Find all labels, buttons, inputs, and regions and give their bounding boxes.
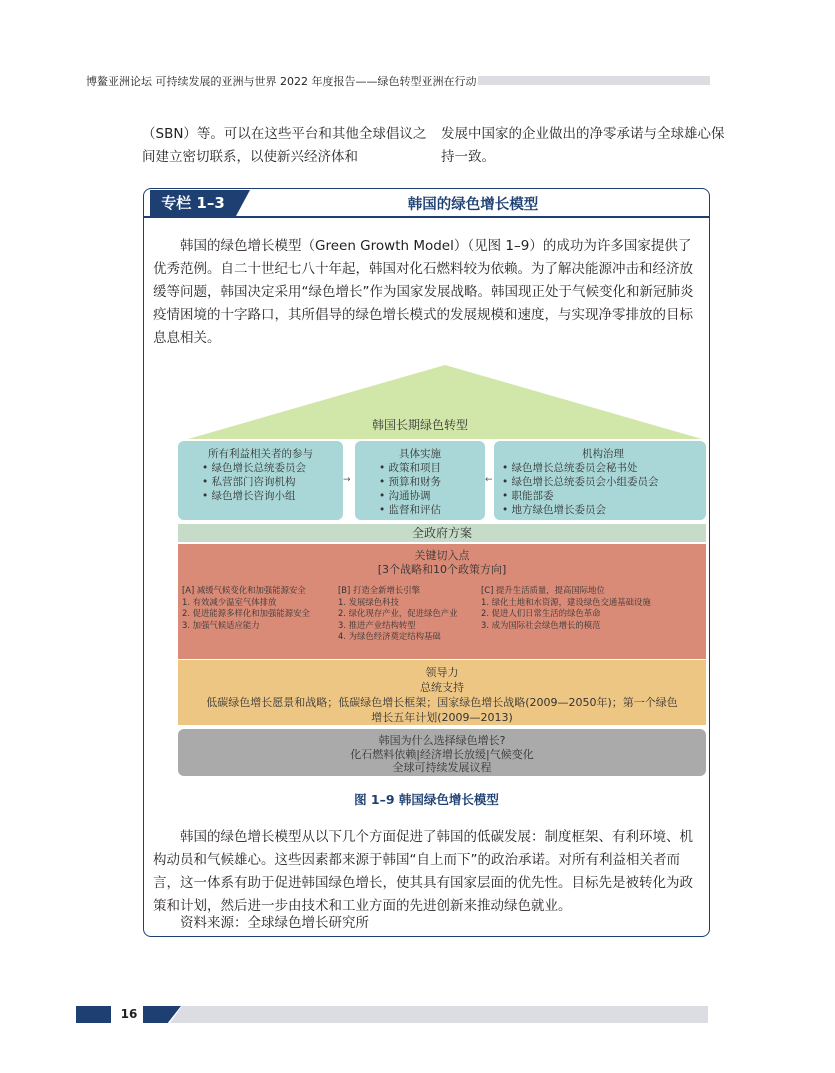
whole-government-band: 全政府方案 [178, 524, 706, 542]
running-header: 博鳌亚洲论坛 可持续发展的亚洲与世界 2022 年度报告——绿色转型亚洲在行动 [86, 75, 477, 88]
why-line: 化石燃料依赖|经济增长放缓|气候变化 [350, 747, 534, 761]
leadership-band [178, 660, 706, 725]
strategy-head: [B] 打造全新增长引擎 [338, 585, 420, 595]
card-item: • 绿色增长咨询小组 [202, 489, 339, 503]
strategy-head: [C] 提升生活质量，提高国际地位 [481, 585, 605, 595]
box-paragraph-2: 韩国的绿色增长模型从以下几个方面促进了韩国的低碳发展：制度框架、有利环境、机构动员和气候雄心。这些因素都来源于韩国“自上而下”的政治承诺。对所有利益相关者而言，这一体系有助于促进韩国绿色增长，使其具有国家层面的优先性。目标先是被转化为政策和计划，然后进一步由技术和工业方面的先进创新来推动绿色就业。 [153, 829, 693, 914]
card-governance [494, 441, 706, 520]
strategy-item: 2. 促进能源多样化和加强能源安全 [182, 608, 310, 618]
strategy-head: [A] 减缓气候变化和加强能源安全 [182, 585, 306, 595]
box-paragraph-1: 韩国的绿色增长模型（Green Growth Model）（见图 1–9）的成功为许多国家提供了优秀范例。自二十世纪七八十年起，韩国对化石燃料较为依赖。为了解决能源冲击和经济放缓等问题，韩国决定采用“绿色增长”作为国家发展战略。韩国现正处于气候变化和新冠肺炎疫情困境的十字路口，其所倡导的绿色增长模式的发展规模和速度，与实现净零排放的目标息息相关。 [153, 238, 694, 346]
card-title: 机构治理 [582, 448, 624, 460]
card-implementation [355, 441, 485, 520]
why-green-growth-band [178, 729, 706, 776]
arrow-icon: → [343, 475, 351, 485]
card-item: • 私营部门咨询机构 [202, 475, 339, 489]
arrow-icon: ← [485, 475, 493, 485]
strategy-item: 3. 加强气候适应能力 [182, 619, 260, 630]
strategy-item: 2. 绿化现存产业，促进绿色产业 [338, 608, 458, 618]
roof-label: 韩国长期绿色转型 [371, 418, 468, 432]
card-item: • 预算和财务 [379, 475, 481, 489]
strategy-column-c [481, 585, 651, 631]
key-points-band [178, 544, 706, 659]
strategy-item: 1. 有效减少温室气体排放 [182, 596, 277, 607]
card-item: • 沟通协调 [379, 489, 481, 503]
box-title-rule [144, 216, 709, 218]
leadership-line: 低碳绿色增长愿景和战略；低碳绿色增长框架；国家绿色增长战略(2009—2050年)；第一个绿色 [206, 696, 678, 709]
card-title: 所有利益相关者的参与 [208, 448, 313, 460]
card-item: • 政策和项目 [379, 461, 481, 475]
why-line: 全球可持续发展议程 [392, 761, 492, 774]
box-title: 韩国的绿色增长模型 [407, 197, 539, 213]
key-points-subtitle: [3个战略和10个政策方向] [377, 563, 507, 576]
card-item: • 绿色增长总统委员会秘书处 [502, 461, 704, 475]
leadership-line: 增长五年计划(2009—2013) [371, 711, 513, 724]
footer-bar [170, 1006, 708, 1023]
page-number: 16 [111, 1006, 147, 1023]
card-item: • 职能部委 [502, 489, 704, 503]
leadership-line: 总统支持 [420, 681, 464, 694]
strategy-item: 1. 发展绿色科技 [338, 596, 399, 607]
card-title: 具体实施 [399, 448, 441, 460]
strategy-item: 3. 成为国际社会绿色增长的模范 [481, 619, 601, 630]
leadership-line: 领导力 [425, 666, 459, 679]
strategy-item: 1. 绿化土地和水资源，建设绿色交通基础设施 [481, 596, 651, 607]
card-item: • 地方绿色增长委员会 [502, 503, 704, 517]
box-source: 资料来源：全球绿色增长研究所 [180, 915, 369, 931]
strategy-item: 4. 为绿色经济奠定结构基础 [338, 631, 441, 641]
card-item: • 监督和评估 [379, 503, 481, 517]
strategy-column-b [338, 585, 458, 643]
card-stakeholders [178, 441, 343, 520]
header-bar [478, 76, 710, 85]
strategy-item: 3. 推进产业结构转型 [338, 619, 416, 630]
intro-right-column: 发展中国家的企业做出的净零承诺与全球雄心保持一致。 [441, 126, 725, 165]
intro-left-column: （SBN）等。可以在这些平台和其他全球倡议之间建立密切联系，以使新兴经济体和 [142, 126, 427, 165]
strategy-column-a [182, 585, 310, 631]
figure-caption: 图 1–9 韩国绿色增长模型 [354, 792, 499, 807]
card-item: • 绿色增长总统委员会 [202, 461, 339, 475]
why-line: 韩国为什么选择绿色增长? [378, 734, 506, 747]
key-points-title: 关键切入点 [414, 549, 470, 562]
strategy-item: 2. 促进人们日常生活的绿色革命 [481, 608, 601, 618]
box-tag: 专栏 1–3 [150, 190, 236, 216]
card-item: • 绿色增长总统委员会小组委员会 [502, 475, 704, 489]
